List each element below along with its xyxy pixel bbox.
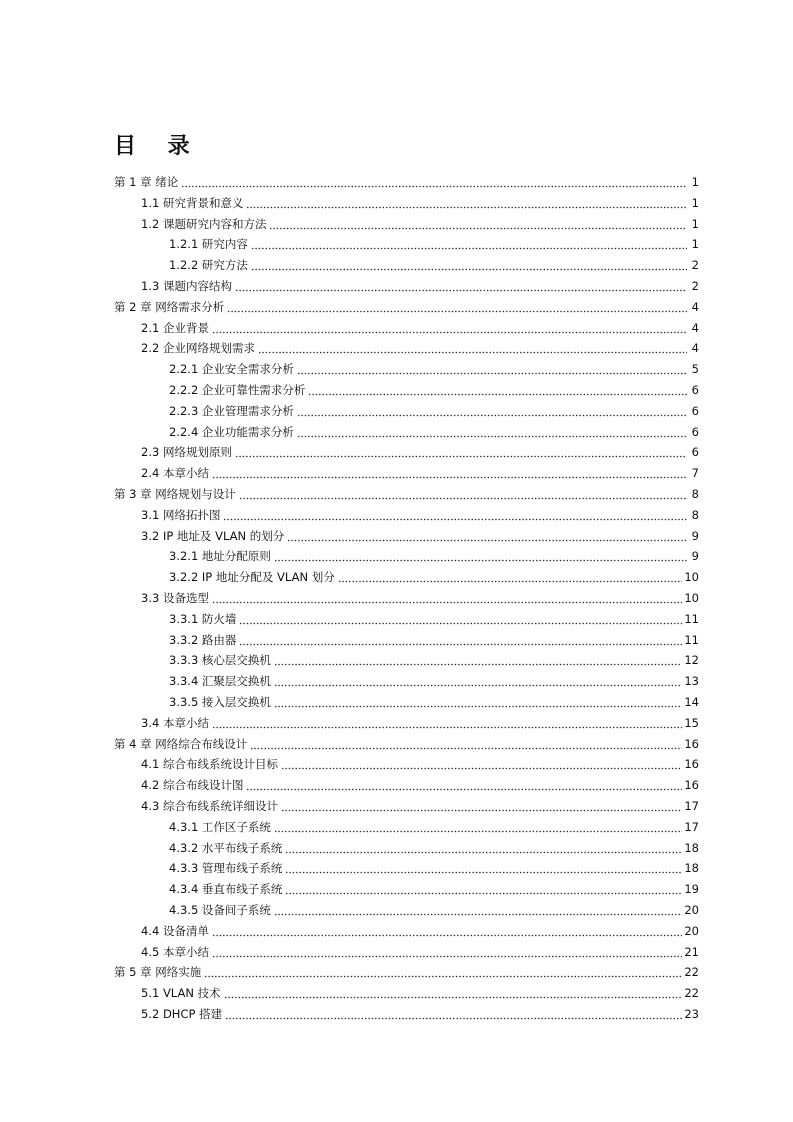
toc-entry-title: 3.3.5 接入层交换机	[169, 695, 271, 709]
toc-entry-title: 1.2.1 研究内容	[169, 237, 248, 252]
toc-dot-leader	[239, 487, 687, 501]
toc-page-number: 1	[691, 175, 699, 189]
toc-page-number: 10	[684, 591, 699, 605]
toc-page-number: 22	[684, 965, 699, 980]
toc-chapter-entry	[114, 294, 699, 314]
toc-chapter-entry	[114, 959, 699, 979]
toc-entry-title: 4.1 综合布线系统设计目标	[141, 757, 278, 772]
toc-section-entry	[141, 460, 699, 480]
toc-section-entry	[141, 918, 699, 938]
toc-dot-leader	[239, 633, 682, 647]
toc-section-entry	[141, 772, 699, 792]
toc-section-entry	[141, 439, 699, 459]
toc-section-entry	[141, 939, 699, 959]
toc-dot-leader	[251, 237, 687, 251]
toc-dot-leader	[235, 279, 687, 293]
toc-dot-leader	[212, 924, 682, 938]
toc-page-number: 4	[691, 299, 699, 314]
toc-dot-leader	[250, 737, 682, 751]
toc-dot-leader	[258, 341, 687, 355]
toc-page-number: 20	[684, 923, 699, 938]
toc-page-number: 1	[691, 237, 699, 252]
toc-entry-title: 4.3 综合布线系统详细设计	[141, 799, 278, 813]
toc-entry-title: 1.2 课题研究内容和方法	[141, 216, 267, 231]
toc-page-number: 17	[684, 819, 699, 834]
toc-subsection-entry	[169, 897, 699, 917]
toc-section-entry	[141, 710, 699, 730]
toc-section-entry	[141, 793, 699, 813]
toc-page-number: 1	[691, 216, 699, 231]
toc-subsection-entry	[169, 814, 699, 834]
toc-entry-title: 第 2 章 网络需求分析	[114, 299, 225, 314]
toc-entry-title: 4.4 设备清单	[141, 923, 209, 938]
toc-entry-title: 3.3.3 核心层交换机	[169, 653, 271, 668]
toc-entry-title: 2.2.2 企业可靠性需求分析	[169, 383, 306, 397]
toc-entry-title: 2.3 网络规划原则	[141, 445, 232, 460]
toc-entry-title: 第 4 章 网络综合布线设计	[114, 736, 248, 751]
toc-entry-title: 4.2 综合布线设计图	[141, 778, 244, 793]
toc-subsection-entry	[169, 876, 699, 896]
toc-section-entry	[141, 585, 699, 605]
toc-section-entry	[141, 315, 699, 335]
toc-dot-leader	[281, 799, 682, 813]
toc-entry-title: 4.3.1 工作区子系统	[169, 819, 271, 834]
toc-page-number: 8	[691, 487, 699, 501]
toc-entry-title: 5.1 VLAN 技术	[141, 986, 221, 1001]
toc-entry-title: 4.3.5 设备间子系统	[169, 903, 271, 917]
toc-title: 目 录	[114, 134, 202, 159]
toc-page-number: 2	[691, 258, 699, 273]
toc-page-number: 7	[691, 466, 699, 481]
toc-page-number: 6	[691, 383, 699, 397]
toc-entry-title: 4.3.2 水平布线子系统	[169, 840, 283, 855]
toc-dot-leader	[274, 653, 682, 667]
toc-entry-title: 2.2.3 企业管理需求分析	[169, 403, 294, 418]
toc-section-entry	[141, 980, 699, 1000]
toc-page-number: 16	[684, 736, 699, 751]
toc-dot-leader	[223, 508, 687, 522]
toc-page-number: 6	[691, 424, 699, 439]
toc-dot-leader	[224, 986, 683, 1000]
toc-page-number: 19	[684, 882, 699, 897]
toc-chapter-entry	[114, 169, 699, 189]
toc-subsection-entry	[169, 835, 699, 855]
toc-subsection-entry	[169, 419, 699, 439]
toc-entry-title: 4.5 本章小结	[141, 944, 209, 959]
toc-dot-leader	[212, 321, 687, 335]
toc-entry-title: 2.2.4 企业功能需求分析	[169, 424, 294, 439]
toc-dot-leader	[297, 404, 687, 418]
toc-section-entry	[141, 335, 699, 355]
toc-dot-leader	[274, 695, 682, 709]
toc-dot-leader	[297, 362, 687, 376]
toc-entry-title: 3.2.2 IP 地址分配及 VLAN 划分	[169, 570, 335, 585]
toc-page-number: 17	[684, 799, 699, 813]
toc-dot-leader	[285, 861, 682, 875]
toc-subsection-entry	[169, 668, 699, 688]
toc-page-number: 11	[684, 632, 699, 647]
toc-page-number: 16	[684, 778, 699, 793]
toc-dot-leader	[251, 258, 687, 272]
toc-dot-leader	[212, 466, 687, 480]
toc-dot-leader	[297, 425, 687, 439]
toc-dot-leader	[287, 529, 687, 543]
toc-entry-title: 第 3 章 网络规划与设计	[114, 487, 236, 501]
toc-dot-leader	[227, 300, 687, 314]
toc-subsection-entry	[169, 377, 699, 397]
toc-entry-title: 1.1 研究背景和意义	[141, 195, 244, 210]
toc-entry-title: 4.3.3 管理布线子系统	[169, 861, 283, 876]
toc-entry-title: 1.2.2 研究方法	[169, 258, 248, 273]
toc-subsection-entry	[169, 855, 699, 875]
toc-dot-leader	[212, 945, 682, 959]
toc-dot-leader	[274, 549, 687, 563]
toc-entry-title: 第 5 章 网络实施	[114, 965, 202, 980]
toc-dot-leader	[274, 903, 682, 917]
toc-subsection-entry	[169, 627, 699, 647]
toc-entry-title: 3.2.1 地址分配原则	[169, 549, 271, 564]
toc-chapter-entry	[114, 481, 699, 501]
toc-dot-leader	[212, 591, 682, 605]
toc-dot-leader	[246, 778, 682, 792]
toc-subsection-entry	[169, 606, 699, 626]
toc-page-number: 6	[691, 403, 699, 418]
toc-subsection-entry	[169, 356, 699, 376]
toc-page-number: 21	[684, 944, 699, 959]
toc-dot-leader	[181, 175, 687, 189]
toc-page-number: 4	[691, 341, 699, 356]
toc-page-number: 13	[684, 674, 699, 689]
toc-page-number: 16	[684, 757, 699, 772]
toc-entry-title: 3.3.2 路由器	[169, 632, 237, 647]
toc-dot-leader	[225, 1007, 682, 1021]
toc-dot-leader	[338, 570, 683, 584]
toc-dot-leader	[246, 196, 687, 210]
toc-page-number: 6	[691, 445, 699, 460]
toc-page-number: 5	[691, 362, 699, 377]
toc-subsection-entry	[169, 543, 699, 563]
toc-entry-title: 1.3 课题内容结构	[141, 279, 232, 293]
toc-entry-title: 3.4 本章小结	[141, 715, 209, 730]
toc-page-number: 18	[684, 861, 699, 876]
toc-dot-leader	[281, 757, 682, 771]
toc-section-entry	[141, 1001, 699, 1021]
toc-entry-title: 3.3.1 防火墙	[169, 611, 237, 626]
toc-dot-leader	[274, 820, 682, 834]
toc-page-number: 18	[684, 840, 699, 855]
toc-page-number: 2	[691, 279, 699, 293]
toc-entry-title: 4.3.4 垂直布线子系统	[169, 882, 283, 897]
toc-page-number: 10	[684, 570, 699, 585]
toc-dot-leader	[308, 383, 687, 397]
toc-page-number: 1	[691, 195, 699, 210]
toc-entry-title: 2.2.1 企业安全需求分析	[169, 362, 294, 377]
toc-entry-title: 2.4 本章小结	[141, 466, 209, 481]
toc-section-entry	[141, 502, 699, 522]
toc-dot-leader	[235, 445, 687, 459]
toc-page-number: 11	[684, 611, 699, 626]
toc-page-number: 9	[691, 549, 699, 564]
toc-page-number: 12	[684, 653, 699, 668]
toc-section-entry	[141, 751, 699, 771]
toc-section-entry	[141, 211, 699, 231]
toc-section-entry	[141, 190, 699, 210]
toc-page-number: 4	[691, 320, 699, 335]
toc-dot-leader	[204, 965, 682, 979]
toc-page-number: 14	[684, 695, 699, 709]
toc-dot-leader	[285, 882, 682, 896]
toc-dot-leader	[285, 841, 682, 855]
toc-chapter-entry	[114, 731, 699, 751]
toc-page-number: 23	[684, 1007, 699, 1021]
toc-page-number: 15	[684, 715, 699, 730]
toc-entry-title: 3.3 设备选型	[141, 591, 209, 605]
toc-page-number: 8	[691, 507, 699, 522]
toc-section-entry	[141, 273, 699, 293]
toc-entry-title: 3.2 IP 地址及 VLAN 的划分	[141, 528, 285, 543]
toc-dot-leader	[239, 612, 682, 626]
toc-dot-leader	[269, 217, 687, 231]
toc-entry-title: 2.1 企业背景	[141, 320, 209, 335]
toc-page-number: 22	[684, 986, 699, 1001]
toc-dot-leader	[212, 716, 682, 730]
toc-subsection-entry	[169, 564, 699, 584]
toc-entry-title: 3.1 网络拓扑图	[141, 507, 221, 522]
toc-entry-title: 3.3.4 汇聚层交换机	[169, 674, 271, 689]
toc-subsection-entry	[169, 252, 699, 272]
toc-subsection-entry	[169, 398, 699, 418]
toc-dot-leader	[274, 674, 682, 688]
toc-subsection-entry	[169, 689, 699, 709]
toc-entry-title: 第 1 章 绪论	[114, 175, 179, 189]
toc-subsection-entry	[169, 647, 699, 667]
toc-subsection-entry	[169, 231, 699, 251]
toc-section-entry	[141, 523, 699, 543]
toc-entry-title: 2.2 企业网络规划需求	[141, 341, 255, 356]
toc-page-number: 9	[691, 528, 699, 543]
toc-entry-title: 5.2 DHCP 搭建	[141, 1007, 223, 1021]
toc-page-number: 20	[684, 903, 699, 917]
